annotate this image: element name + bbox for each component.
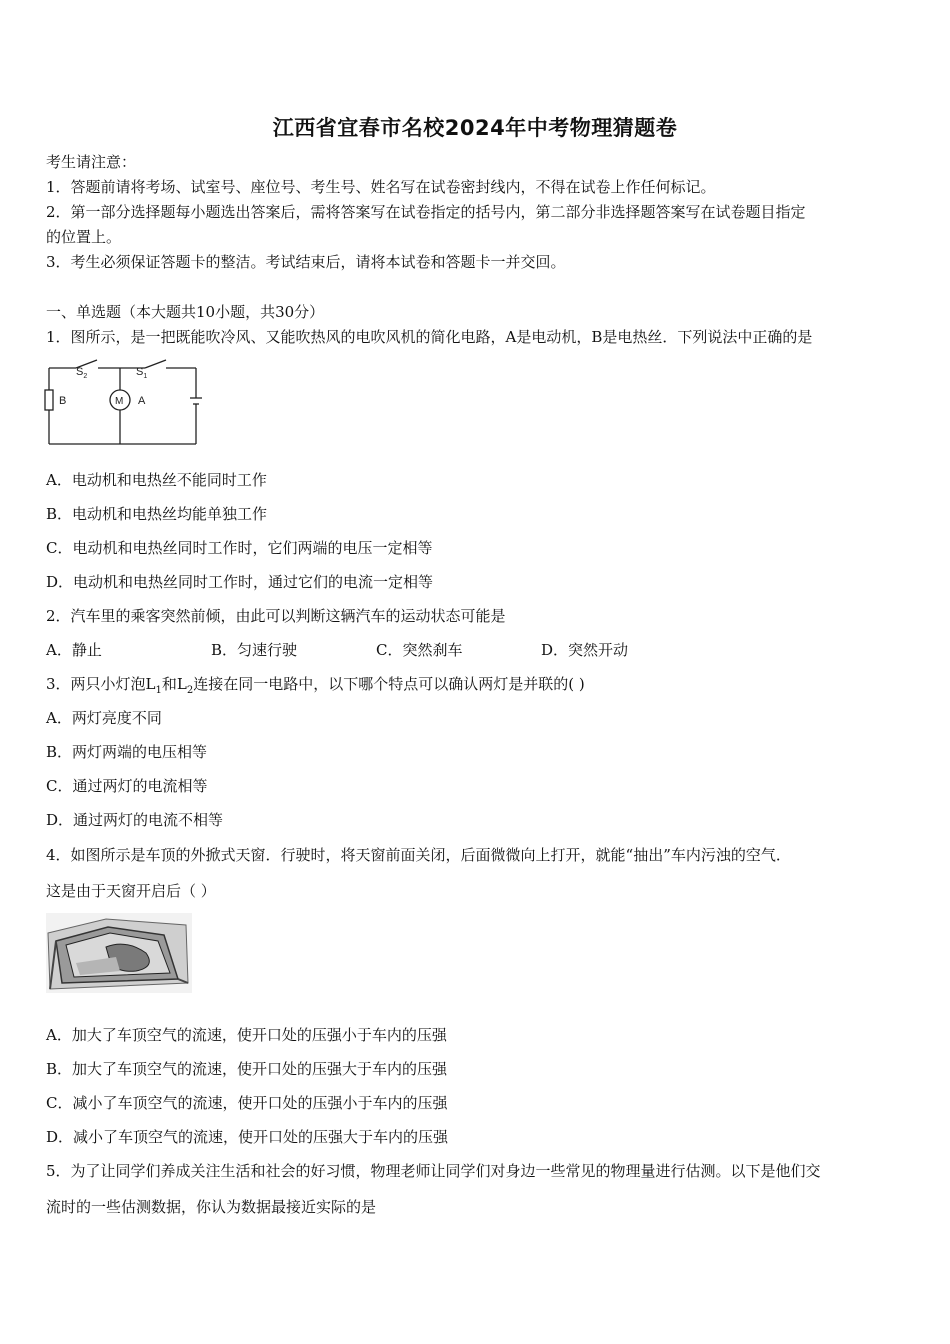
question-1-option: A．电动机和电热丝不能同时工作: [46, 471, 267, 489]
question-3-option: C．通过两灯的电流相等: [46, 777, 208, 795]
question-4-option: A．加大了车顶空气的流速，使开口处的压强小于车内的压强: [46, 1026, 447, 1044]
question-3-option: D．通过两灯的电流不相等: [46, 811, 224, 829]
question-3-option: A．两灯亮度不同: [46, 709, 162, 727]
question-1-stem: 1．图所示，是一把既能吹冷风、又能吹热风的电吹风机的简化电路，A是电动机，B是电热丝．下列说法中正确的是: [46, 328, 813, 346]
question-2-options: [46, 640, 628, 660]
question-5-stem: 5．为了让同学们养成关注生活和社会的好习惯，物理老师让同学们对身边一些常见的物理量进行估测。以下是他们交: [46, 1162, 821, 1180]
notice-item: 3．考生必须保证答题卡的整洁。考试结束后，请将本试卷和答题卡一并交回。: [46, 253, 566, 271]
label-s1: S: [136, 366, 144, 378]
circuit-diagram: [40, 354, 210, 450]
notice-item: 2．第一部分选择题每小题选出答案后，需将答案写在试卷指定的括号内，第二部分非选择题答案写在试卷题目指定: [46, 203, 806, 221]
question-2-stem: 2．汽车里的乘客突然前倾，由此可以判断这辆汽车的运动状态可能是: [46, 607, 506, 625]
question-2-option: A．静止: [46, 641, 102, 659]
question-5-stem-cont: 流时的一些估测数据，你认为数据最接近实际的是: [46, 1198, 377, 1216]
question-4-option: B．加大了车顶空气的流速，使开口处的压强大于车内的压强: [46, 1060, 448, 1078]
svg-text:S1: $S_1$: [136, 366, 148, 380]
question-1-option: D．电动机和电热丝同时工作时，通过它们的电流一定相等: [46, 573, 434, 591]
page-title: 江西省宜春市名校2024年中考物理猜题卷: [272, 116, 678, 140]
label-a: A: [138, 395, 146, 407]
question-3-stem: 3．两只小灯泡$L_1$和$L_2$连接在同一电路中，以下哪个特点可以确认两灯是并联的( ): [46, 675, 585, 696]
question-3-option: B．两灯两端的电压相等: [46, 743, 208, 761]
label-b: B: [59, 395, 67, 407]
question-2-option: B．匀速行驶: [211, 641, 298, 659]
switch-s1: [145, 360, 166, 368]
question-1-option: B．电动机和电热丝均能单独工作: [46, 505, 268, 523]
section-heading: 一、单选题（本大题共10小题，共30分）: [46, 303, 325, 321]
question-4-stem-cont: 这是由于天窗开启后（ ）: [46, 882, 216, 900]
notice-item: 的位置上。: [46, 228, 122, 246]
question-2-option: D．突然开动: [541, 641, 629, 659]
label-m: M: [115, 396, 124, 407]
notice-heading: 考生请注意：: [46, 153, 137, 171]
question-1-option: C．电动机和电热丝同时工作时，它们两端的电压一定相等: [46, 539, 433, 557]
sunroof-photo: [46, 913, 192, 993]
notice-item: 1．答题前请将考场、试室号、座位号、考生号、姓名写在试卷密封线内，不得在试卷上作任何标记。: [46, 178, 716, 196]
resistor-b: [45, 390, 53, 410]
question-2-option: C．突然刹车: [376, 641, 463, 659]
label-s2: S: [76, 366, 84, 378]
question-4-stem: 4．如图所示是车顶的外掀式天窗．行驶时，将天窗前面关闭，后面微微向上打开，就能“抽出”车内污浊的空气．: [46, 846, 791, 864]
question-4-option: D．减小了车顶空气的流速，使开口处的压强大于车内的压强: [46, 1128, 449, 1146]
svg-text:S2: $S_2$: [76, 366, 88, 380]
question-4-option: C．减小了车顶空气的流速，使开口处的压强小于车内的压强: [46, 1094, 448, 1112]
